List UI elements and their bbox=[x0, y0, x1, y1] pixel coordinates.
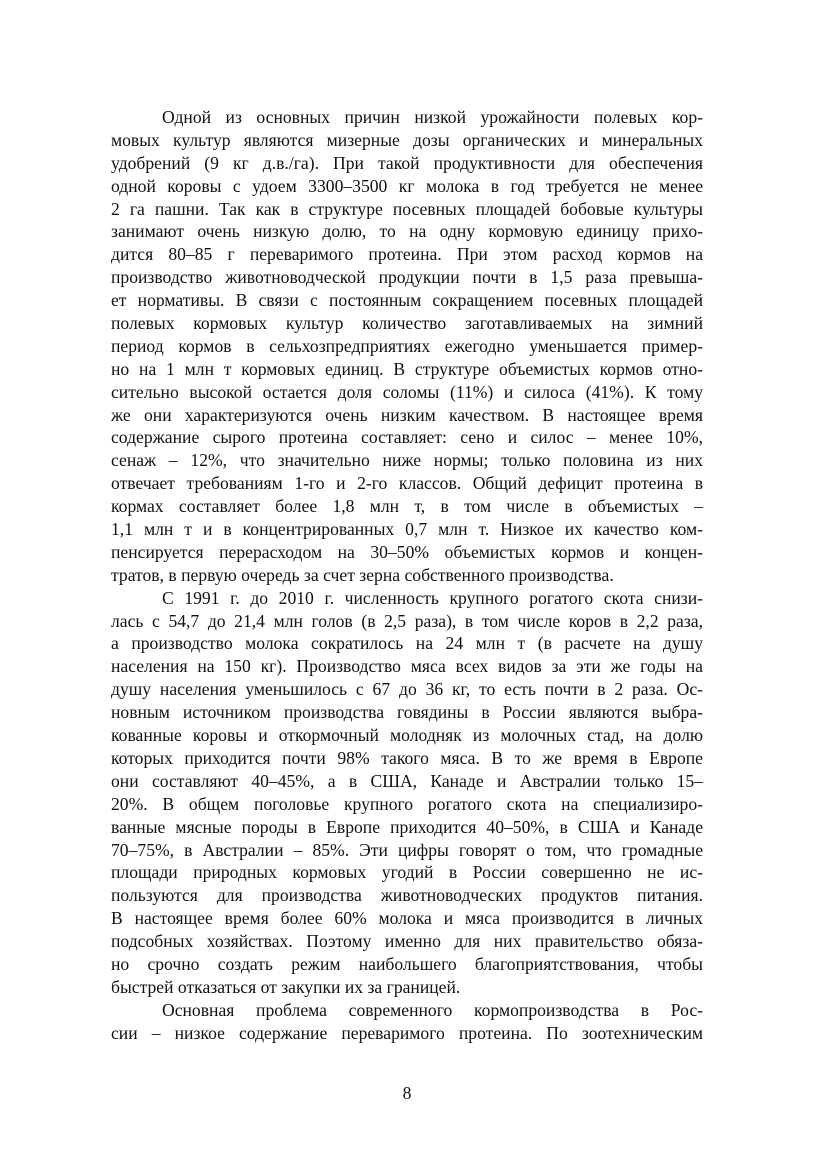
text-line: сительно высокой остается доля соломы (11%) и силоса (41%). К тому bbox=[111, 381, 703, 402]
text-line: новным источником производства говядины в России являются выбра- bbox=[111, 702, 703, 723]
text-line: удобрений (9 кг д.в./га). При такой продуктивности для обеспечения bbox=[111, 152, 703, 173]
text-line: занимают очень низкую долю, то на одну кормовую единицу прихо- bbox=[111, 221, 703, 242]
text-line: кормах составляет более 1,8 млн т, в том числе в объемистых – bbox=[111, 496, 703, 517]
paragraph-3 bbox=[111, 999, 703, 1045]
page-number: 8 bbox=[402, 1083, 412, 1103]
text-line: площади природных кормовых угодий в России совершенно не ис- bbox=[111, 862, 703, 883]
text-line: отвечает требованиям 1-го и 2-го классов. Общий дефицит протеина в bbox=[111, 473, 703, 494]
text-line: лась с 54,7 до 21,4 млн голов (в 2,5 раза), в том числе коров в 2,2 раза, bbox=[111, 610, 703, 631]
text-line: мовых культур являются мизерные дозы органических и минеральных bbox=[111, 129, 703, 150]
text-line: подсобных хозяйствах. Поэтому именно для них правительство обяза- bbox=[111, 931, 703, 952]
text-line: а производство молока сократилось на 24 млн т (в расчете на душу bbox=[111, 633, 703, 654]
text-line: Основная проблема современного кормопроизводства в Рос- bbox=[162, 999, 703, 1020]
text-line: 1,1 млн т и в концентрированных 0,7 млн т. Низкое их качество ком- bbox=[111, 519, 703, 540]
text-line: но на 1 млн т кормовых единиц. В структуре объемистых кормов отно- bbox=[111, 358, 703, 379]
text-line: 2 га пашни. Так как в структуре посевных площадей бобовые культуры bbox=[111, 198, 703, 219]
text-line: кованные коровы и откормочный молодняк из молочных стад, на долю bbox=[111, 725, 703, 746]
text-line: 20%. В общем поголовье крупного рогатого скота на специализиро- bbox=[111, 793, 703, 814]
text-line: производство животноводческой продукции почти в 1,5 раза превыша- bbox=[111, 267, 703, 288]
text-line: содержание сырого протеина составляет: сено и силос – менее 10%, bbox=[111, 427, 703, 448]
text-line: пенсируется перерасходом на 30–50% объемистых кормов и концен- bbox=[111, 541, 703, 562]
text-line: душу населения уменьшилось с 67 до 36 кг, то есть почти в 2 раза. Ос- bbox=[111, 679, 703, 700]
text-line: одной коровы с удоем 3300–3500 кг молока в год требуется не менее bbox=[111, 175, 703, 196]
text-line: они составляют 40–45%, а в США, Канаде и Австралии только 15– bbox=[111, 770, 703, 791]
text-line: же они характеризуются очень низким качеством. В настоящее время bbox=[111, 404, 703, 425]
text-line: период кормов в сельхозпредприятиях ежегодно уменьшается пример- bbox=[111, 335, 703, 356]
text-line: пользуются для производства животноводческих продуктов питания. bbox=[111, 885, 703, 906]
body-text bbox=[111, 106, 703, 1045]
text-line: С 1991 г. до 2010 г. численность крупного рогатого скота снизи- bbox=[162, 587, 703, 608]
paragraph-1 bbox=[111, 106, 703, 587]
text-line: 70–75%, в Австралии – 85%. Эти цифры говорят о том, что громадные bbox=[111, 839, 703, 860]
text-line: но срочно создать режим наибольшего благоприятствования, чтобы bbox=[111, 953, 703, 974]
text-line: ет нормативы. В связи с постоянным сокращением посевных площадей bbox=[111, 290, 703, 311]
text-line: дится 80–85 г переваримого протеина. При этом расход кормов на bbox=[111, 244, 703, 265]
text-line: сии – низкое содержание переваримого протеина. По зоотехническим bbox=[111, 1022, 703, 1043]
text-line: полевых кормовых культур количество заготавливаемых на зимний bbox=[111, 313, 703, 334]
text-line: быстрей отказаться от закупки их за границей. bbox=[111, 976, 461, 997]
text-line: которых приходится почти 98% такого мяса. В то же время в Европе bbox=[111, 747, 703, 768]
paragraph-2 bbox=[111, 587, 703, 999]
text-line: Одной из основных причин низкой урожайности полевых кор- bbox=[162, 107, 703, 127]
text-line: ванные мясные породы в Европе приходится 40–50%, в США и Канаде bbox=[111, 816, 703, 837]
text-line: В настоящее время более 60% молока и мяса производится в личных bbox=[111, 908, 703, 929]
text-line: населения на 150 кг). Производство мяса всех видов за эти же годы на bbox=[111, 656, 703, 677]
text-line: сенаж – 12%, что значительно ниже нормы; только половина из них bbox=[111, 450, 703, 471]
text-line: тратов, в первую очередь за счет зерна собственного производства. bbox=[111, 564, 614, 585]
